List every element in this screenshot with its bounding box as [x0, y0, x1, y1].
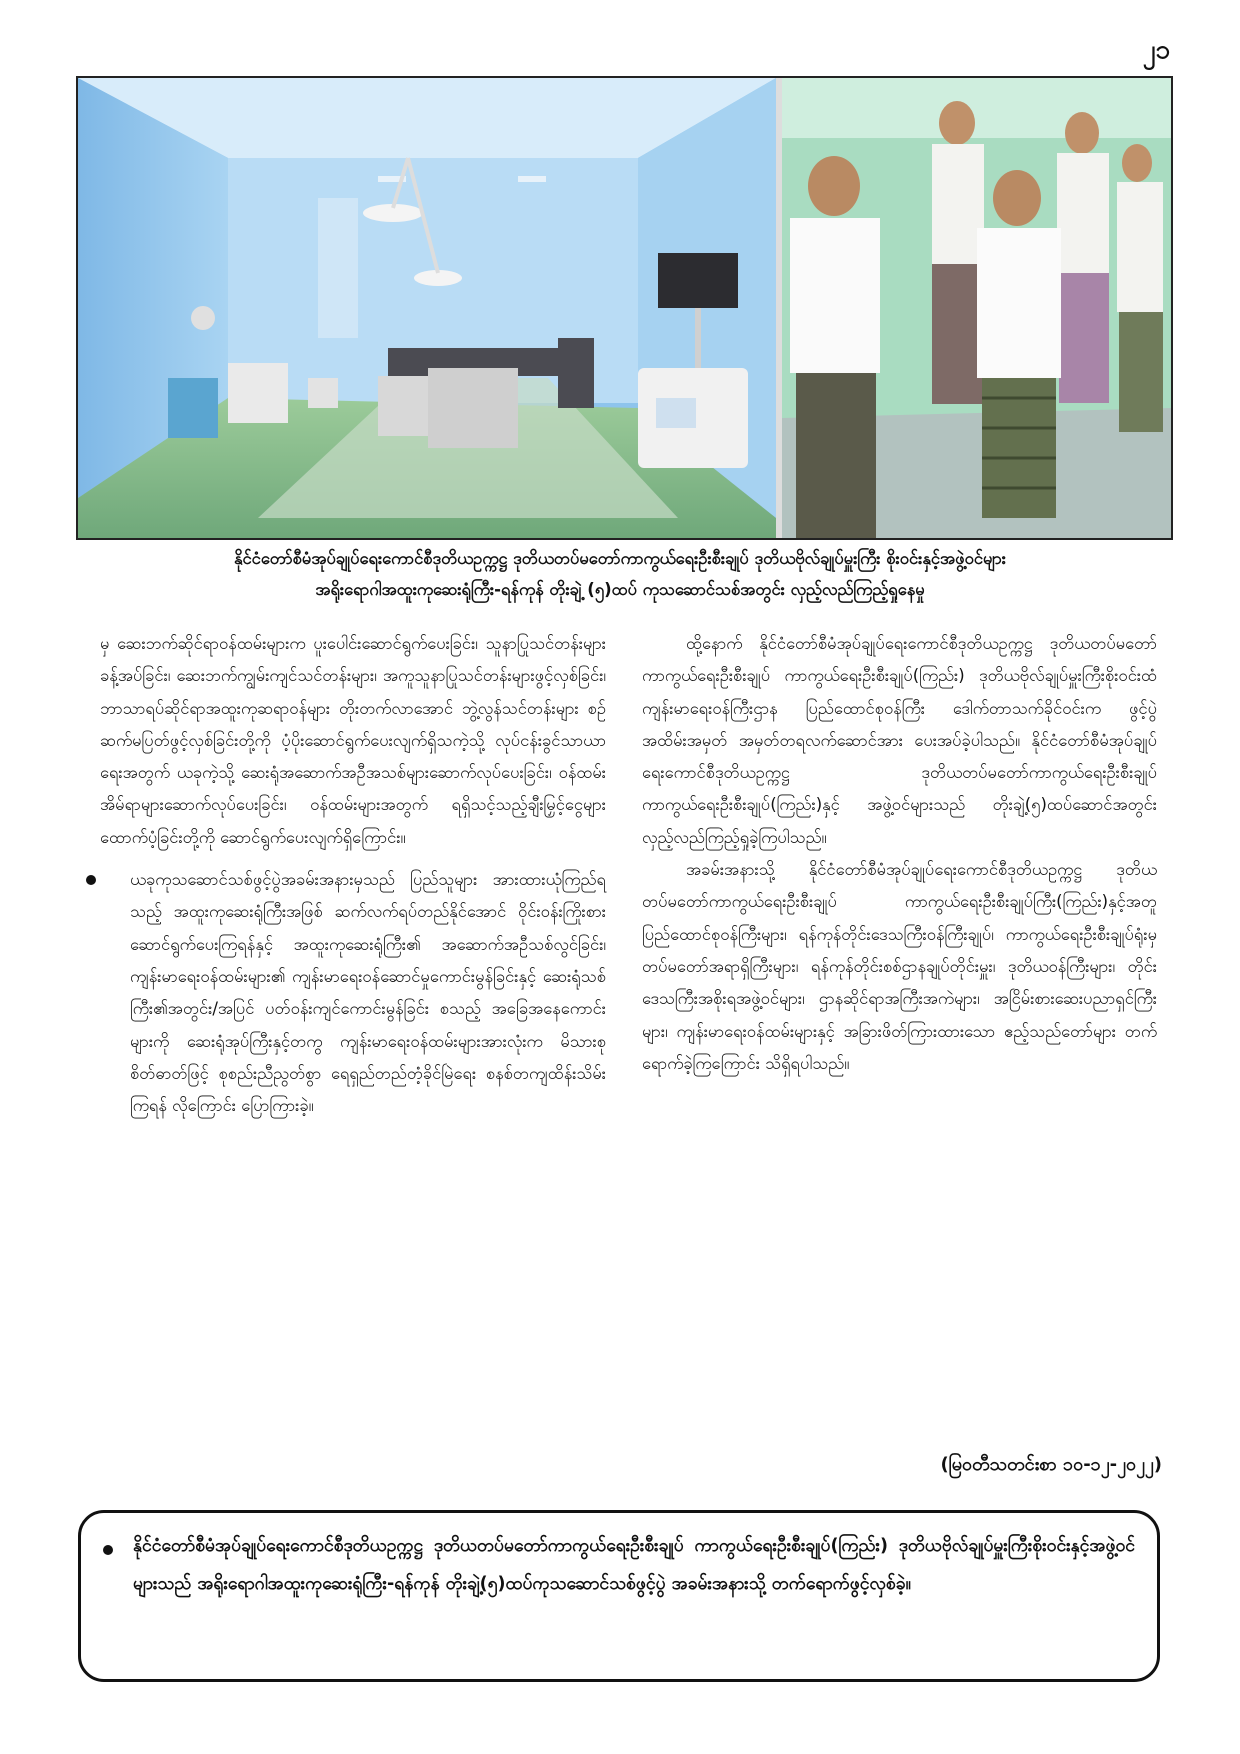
caption-line-1: နိုင်ငံတော်စီမံအုပ်ချုပ်ရေးကောင်စီဒုတိယဥက္ကဋ္ဌ ဒုတိယတပ်မတော်ကာကွယ်ရေးဦးစီးချုပ် ဒုတိယဗိုလ်ချုပ်မှူးကြီး စိုးဝင်းနှင့်အဖွဲ့ဝင်များ: [233, 549, 1006, 568]
page-number: ၂၁: [1142, 35, 1170, 65]
bullet-icon: [86, 875, 96, 885]
right-paragraph-1: ထို့နောက် နိုင်ငံတော်စီမံအုပ်ချုပ်ရေးကောင်စီဒုတိယဥက္ကဋ္ဌ ဒုတိယတပ်မတော်ကာကွယ်ရေးဦးစီးချုပ် ကာကွယ်ရေးဦးစီးချုပ်(ကြည်း) ဒုတိယဗိုလ်ချုပ်မှူးကြီးစိုးဝင်းထံ ကျန်းမာရေးဝန်ကြီးဌာန ပြည်ထောင်စုဝန်ကြီး ဒေါက်တာသက်ခိုင်ဝင်းက ဖွင့်ပွဲအထိမ်းအမှတ် အမှတ်တရလက်ဆောင်အား ပေးအပ်ခဲ့ပါသည်။ နိုင်ငံတော်စီမံအုပ်ချုပ်ရေးကောင်စီဒုတိယဥက္ကဋ္ဌ ဒုတိယတပ်မတော်ကာကွယ်ရေးဦးစီးချုပ် ကာကွယ်ရေးဦးစီးချုပ်(ကြည်း)နှင့် အဖွဲ့ဝင်များသည် တိုးချဲ့(၅)ထပ်ဆောင်အတွင်း လှည့်လည်ကြည့်ရှုခဲ့ကြပါသည်။: [642, 634, 1157, 847]
bullet-icon: [103, 1545, 113, 1555]
photo-strip: [76, 76, 1173, 540]
source-citation: (မြဝတီသတင်းစာ ၁၀-၁၂-၂၀၂၂): [940, 1454, 1162, 1475]
right-column: [642, 628, 1157, 1080]
right-paragraph-2: အခမ်းအနားသို့ နိုင်ငံတော်စီမံအုပ်ချုပ်ရေးကောင်စီဒုတိယဥက္ကဋ္ဌ ဒုတိယတပ်မတော်ကာကွယ်ရေးဦးစီးချုပ် ကာကွယ်ရေးဦးစီးချုပ်ကြီး(ကြည်း)နှင့်အတူ ပြည်ထောင်စုဝန်ကြီးများ၊ ရန်ကုန်တိုင်းဒေသကြီးဝန်ကြီးချုပ်၊ ကာကွယ်ရေးဦးစီးချုပ်ရုံးမှ တပ်မတော်အရာရှိကြီးများ၊ ရန်ကုန်တိုင်းစစ်ဌာနချုပ်တိုင်းမှူး၊ ဒုတိယဝန်ကြီးများ၊ တိုင်းဒေသကြီးအစိုးရအဖွဲ့ဝင်များ၊ ဌာနဆိုင်ရာအကြီးအကဲများ၊ အငြိမ်းစားဆေးပညာရှင်ကြီးများ၊ ကျန်းမာရေးဝန်ထမ်းများနှင့် အခြားဖိတ်ကြားထားသော ဧည့်သည်တော်များ တက်ရောက်ခဲ့ကြကြောင်း သိရှိရပါသည်။: [642, 860, 1157, 1073]
summary-text: နိုင်ငံတော်စီမံအုပ်ချုပ်ရေးကောင်စီဒုတိယဥက္ကဋ္ဌ ဒုတိယတပ်မတော်ကာကွယ်ရေးဦးစီးချုပ် ကာကွယ်ရေးဦးစီးချုပ်(ကြည်း) ဒုတိယဗိုလ်ချုပ်မှူးကြီးစိုးဝင်းနှင့်အဖွဲ့ဝင်များသည် အရိုးရောဂါအထူးကုဆေးရုံကြီး-ရန်ကုန် တိုးချဲ့(၅)ထပ်ကုသဆောင်သစ်ဖွင့်ပွဲ အခမ်းအနားသို့ တက်ရောက်ဖွင့်လှစ်ခဲ့။: [133, 1536, 1135, 1594]
operating-room-illustration: [78, 78, 776, 538]
photo-caption: [70, 543, 1170, 605]
caption-line-2: အရိုးရောဂါအထူးကုဆေးရုံကြီး-ရန်ကုန် တိုးချဲ့ (၅)ထပ် ကုသဆောင်သစ်အတွင်း လှည့်လည်ကြည့်ရှုနေမှု: [315, 580, 925, 599]
operating-room-photo: [78, 78, 776, 538]
summary-box: [78, 1510, 1160, 1682]
officials-touring-photo: [782, 78, 1171, 538]
left-paragraph-2: ယခုကုသဆောင်သစ်ဖွင့်ပွဲအခမ်းအနားမှသည် ပြည်သူများ အားထားယုံကြည်ရသည့် အထူးကုဆေးရုံကြီးအဖြစ် ဆက်လက်ရပ်တည်နိုင်အောင် ဝိုင်းဝန်းကြိုးစားဆောင်ရွက်ပေးကြရန်နှင့် အထူးကုဆေးရုံကြီး၏ အဆောက်အဦသစ်လွင်ခြင်း၊ ကျန်းမာရေးဝန်ထမ်းများ၏ ကျန်းမာရေးဝန်ဆောင်မှုကောင်းမွန်ခြင်းနှင့် ဆေးရုံသစ်ကြီး၏အတွင်း/အပြင် ပတ်ဝန်းကျင်ကောင်းမွန်ခြင်း စသည့် အခြေအနေကောင်းများကို ဆေးရုံအုပ်ကြီးနှင့်တကွ ကျန်းမာရေးဝန်ထမ်းများအားလုံးက မိသားစုစိတ်ဓာတ်ဖြင့် စုစည်းညီညွတ်စွာ ရေရှည်တည်တံ့ခိုင်မြဲရေး စနစ်တကျထိန်းသိမ်းကြရန် လိုကြောင်း ပြောကြားခဲ့။: [130, 870, 606, 1116]
left-bullet-paragraph: [100, 864, 606, 1122]
officials-illustration: [782, 78, 1171, 538]
left-column: [100, 628, 606, 1122]
left-paragraph-1: မှ ဆေးဘက်ဆိုင်ရာဝန်ထမ်းများက ပူးပေါင်းဆောင်ရွက်ပေးခြင်း၊ သူနာပြုသင်တန်းများခန့်အပ်ခြင်း၊ ဆေးဘက်ကျွမ်းကျင်သင်တန်းများ၊ အကူသူနာပြုသင်တန်းများဖွင့်လှစ်ခြင်း၊ ဘာသာရပ်ဆိုင်ရာအထူးကုဆရာဝန်များ တိုးတက်လာအောင် ဘွဲ့လွန်သင်တန်းများ စဉ်ဆက်မပြတ်ဖွင့်လှစ်ခြင်းတို့ကို ပံ့ပိုးဆောင်ရွက်ပေးလျက်ရှိသကဲ့သို့ လုပ်ငန်းခွင်သာယာရေးအတွက် ယခုကဲ့သို့ ဆေးရုံအဆောက်အဦအသစ်များဆောက်လုပ်ပေးခြင်း၊ ဝန်ထမ်းအိမ်ရာများဆောက်လုပ်ပေးခြင်း၊ ဝန်ထမ်းများအတွက် ရရှိသင့်သည့်ချီးမြှင့်ငွေများထောက်ပံ့ခြင်းတို့ကို ဆောင်ရွက်ပေးလျက်ရှိကြောင်း။: [100, 634, 606, 847]
